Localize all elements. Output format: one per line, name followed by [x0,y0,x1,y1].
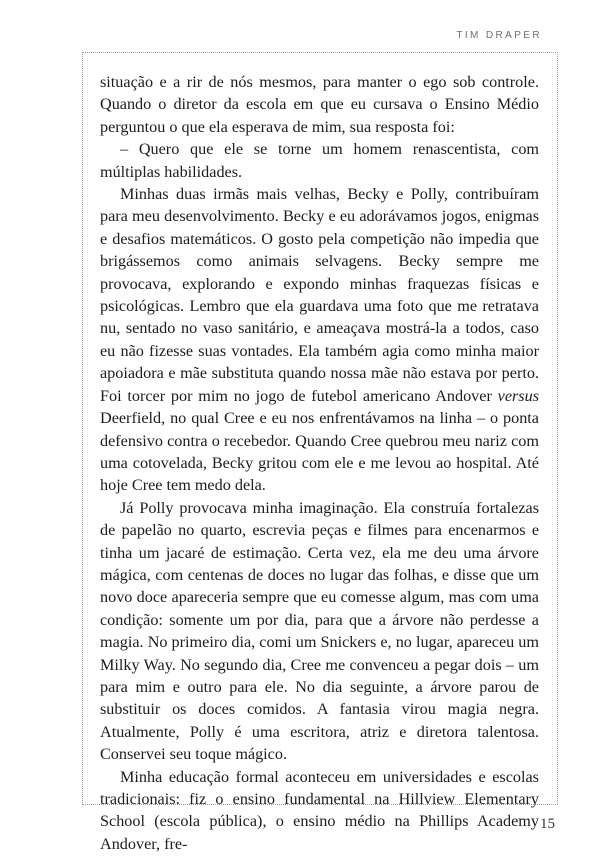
body-text [100,71,539,855]
paragraph-3-part-a: Minhas duas irmãs mais velhas, Becky e Polly, contribuíram para meu desenvolvimento. Becky e eu adorávamos jogos, enigmas e desafios matemáticos. O gosto pela competição não impedia que brigássemos como animais selvagens. Becky sempre me provocava, explorando e expondo minhas fraquezas físicas e psicológicas. Lembro que ela guardava uma foto que me retratava nu, sentado no vaso sanitário, e ameaçava mostrá-la a todos, caso eu não fizesse suas vontades. Ela também agia como minha maior apoiadora e mãe substituta quando nossa mãe não estava por perto. Foi torcer por mim no jogo de futebol americano Andover [100,185,539,405]
page-number: 15 [540,816,555,832]
paragraph-4: Já Polly provocava minha imaginação. Ela construía fortalezas de papelão no quarto, escrevia peças e filmes para encenarmos e tinha um jacaré de estimação. Certa vez, ela me deu uma árvore mágica, com centenas de doces no lugar das folhas, e disse que um novo doce apareceria sempre que eu comesse algum, mas com uma condição: somente um por dia, para que a árvore não perdesse a magia. No primeiro dia, comi um Snickers e, no lugar, apareceu um Milky Way. No segundo dia, Cree me convenceu a pegar dois – um para mim e outro para ele. No dia seguinte, a árvore parou de substituir os doces comidos. A fantasia virou magia negra. Atualmente, Polly é uma escritora, atriz e diretora talentosa. Conservei seu toque mágico. [100,498,539,764]
paragraph-3-part-b: Deerfield, no qual Cree e eu nos enfrentávamos na linha – o ponta defensivo contra o recebedor. Quando Cree quebrou meu nariz com uma cotovelada, Becky gritou com ele e me levou ao hospital. Até hoje Cree tem medo dela. [100,409,539,495]
paragraph-5: Minha educação formal aconteceu em universidades e escolas tradicionais: fiz o ensino fundamental na Hillview Elementary School (escola pública), o ensino médio na Phillips Academy Andover, fre- [100,767,539,853]
italic-versus: versus [497,386,540,405]
running-head: TIM DRAPER [456,30,542,41]
paragraph-3 [100,183,539,497]
paragraph-2: – Quero que ele se torne um homem renascentista, com múltiplas habilidades. [100,140,539,181]
paragraph-1: situação e a rir de nós mesmos, para manter o ego sob controle. Quando o diretor da escola em que eu cursava o Ensino Médio perguntou o que ela esperava de mim, sua resposta foi: [100,73,539,136]
